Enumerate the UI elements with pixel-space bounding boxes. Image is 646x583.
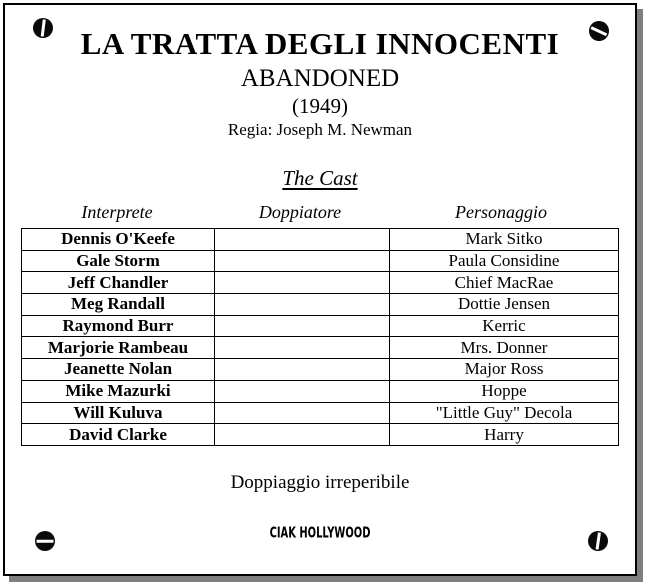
cell-interprete: Gale Storm [22, 250, 215, 272]
table-row [22, 229, 619, 251]
cell-doppiatore [215, 380, 390, 402]
cell-personaggio: Harry [390, 424, 619, 446]
cell-interprete: Will Kuluva [22, 402, 215, 424]
cell-doppiatore [215, 424, 390, 446]
film-year: (1949) [292, 94, 348, 118]
cell-personaggio: Mark Sitko [390, 229, 619, 251]
cell-personaggio: Paula Considine [390, 250, 619, 272]
section-heading-text: The Cast [282, 166, 358, 190]
director-line: Regia: Joseph M. Newman [227, 120, 413, 139]
cell-interprete: Mike Mazurki [22, 380, 215, 402]
screw-slot [591, 26, 607, 35]
cell-personaggio: Hoppe [390, 380, 619, 402]
cell-interprete: Marjorie Rambeau [22, 337, 215, 359]
screw-icon [33, 18, 53, 38]
table-row [22, 315, 619, 337]
screw-slot [41, 19, 46, 36]
screw-icon [589, 21, 609, 41]
table-row [22, 250, 619, 272]
cell-interprete: Meg Randall [22, 294, 215, 316]
cell-interprete: David Clarke [22, 424, 215, 446]
table-row [22, 359, 619, 381]
table-column-headers [21, 199, 615, 225]
cell-personaggio: "Little Guy" Decola [390, 402, 619, 424]
cell-interprete: Dennis O'Keefe [22, 229, 215, 251]
table-row [22, 380, 619, 402]
screw-icon [588, 531, 608, 551]
table-row [22, 402, 619, 424]
film-title-original: ABANDONED [240, 65, 400, 92]
cell-doppiatore [215, 294, 390, 316]
cell-interprete: Raymond Burr [22, 315, 215, 337]
table-row [22, 294, 619, 316]
cell-interprete: Jeff Chandler [22, 272, 215, 294]
cast-table-body [22, 229, 619, 446]
table-row [22, 337, 619, 359]
cell-doppiatore [215, 359, 390, 381]
cell-doppiatore [215, 402, 390, 424]
table-row [22, 272, 619, 294]
ciak-hollywood-logo: CIAK HOLLYWOOD [269, 522, 371, 542]
column-header-personaggio: Personaggio [455, 202, 547, 222]
screw-slot [37, 540, 54, 543]
dubbing-note: Doppiaggio irreperibile [230, 471, 410, 493]
cell-doppiatore [215, 337, 390, 359]
cast-table [21, 228, 619, 446]
cell-personaggio: Major Ross [390, 359, 619, 381]
cell-doppiatore [215, 229, 390, 251]
cell-personaggio: Kerric [390, 315, 619, 337]
screw-slot [596, 532, 601, 549]
screw-icon [35, 531, 55, 551]
film-title-italian: LA TRATTA DEGLI INNOCENTI [80, 26, 560, 61]
column-header-doppiatore: Doppiatore [258, 202, 342, 222]
cell-doppiatore [215, 315, 390, 337]
cell-interprete: Jeanette Nolan [22, 359, 215, 381]
cell-personaggio: Chief MacRae [390, 272, 619, 294]
section-heading [5, 165, 635, 191]
cell-doppiatore [215, 250, 390, 272]
table-row [22, 424, 619, 446]
cell-personaggio: Mrs. Donner [390, 337, 619, 359]
column-header-interprete: Interprete [81, 202, 153, 222]
cell-doppiatore [215, 272, 390, 294]
cell-personaggio: Dottie Jensen [390, 294, 619, 316]
card-frame [3, 3, 637, 576]
